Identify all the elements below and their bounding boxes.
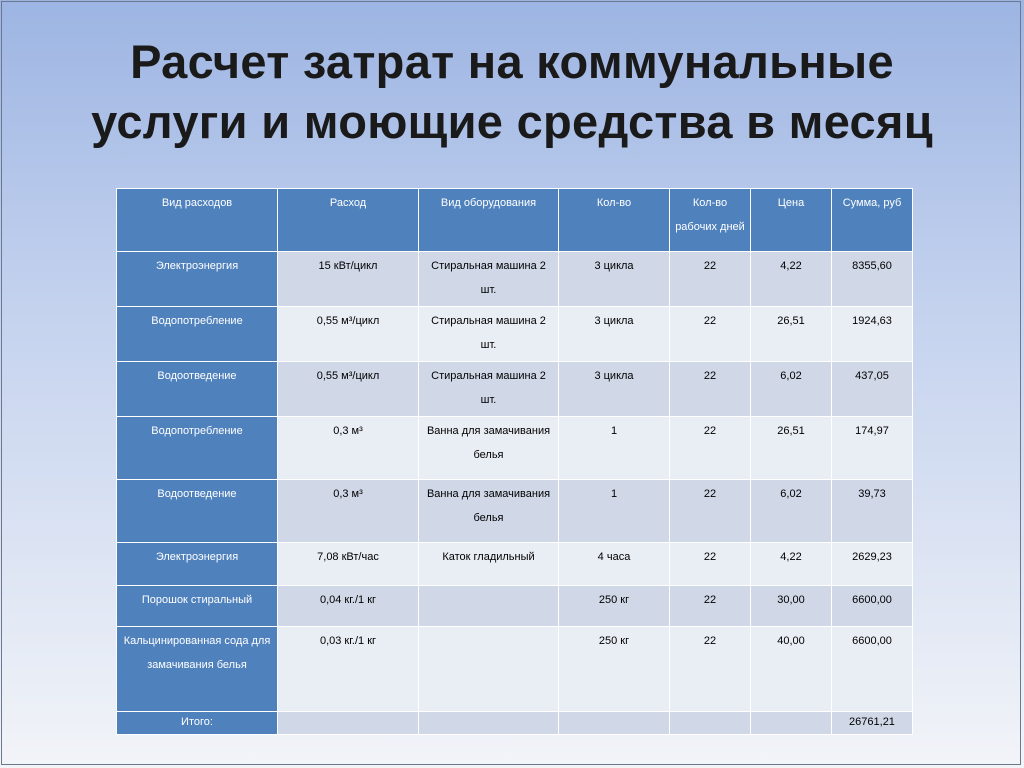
cell-equipment: Ванна для замачивания белья bbox=[419, 480, 559, 543]
cell-price: 26,51 bbox=[751, 307, 832, 362]
table-row bbox=[117, 627, 913, 712]
cell-consumption: 15 кВт/цикл bbox=[278, 252, 419, 307]
cell-consumption: 0,55 м³/цикл bbox=[278, 307, 419, 362]
cell-expense-type: Водопотребление bbox=[117, 307, 278, 362]
cell-quantity: 3 цикла bbox=[559, 307, 670, 362]
header-working-days: Кол-во рабочих дней bbox=[670, 189, 751, 252]
total-sum: 26761,21 bbox=[832, 712, 913, 735]
total-label: Итого: bbox=[117, 712, 278, 735]
cell-quantity: 3 цикла bbox=[559, 252, 670, 307]
cell-price: 6,02 bbox=[751, 480, 832, 543]
cell-sum: 39,73 bbox=[832, 480, 913, 543]
cell-sum: 1924,63 bbox=[832, 307, 913, 362]
cell-equipment: Стиральная машина 2 шт. bbox=[419, 252, 559, 307]
cell-empty bbox=[278, 712, 419, 735]
cell-working-days: 22 bbox=[670, 627, 751, 712]
cell-working-days: 22 bbox=[670, 586, 751, 627]
cell-empty bbox=[419, 712, 559, 735]
cell-expense-type: Электроэнергия bbox=[117, 543, 278, 586]
slide-title bbox=[0, 32, 1024, 152]
cell-consumption: 0,3 м³ bbox=[278, 480, 419, 543]
cell-equipment: Стиральная машина 2 шт. bbox=[419, 307, 559, 362]
cell-empty bbox=[559, 712, 670, 735]
cell-consumption: 0,3 м³ bbox=[278, 417, 419, 480]
table-row bbox=[117, 307, 913, 362]
cell-sum: 6600,00 bbox=[832, 627, 913, 712]
header-sum: Сумма, руб bbox=[832, 189, 913, 252]
header-expense-type: Вид расходов bbox=[117, 189, 278, 252]
cell-price: 26,51 bbox=[751, 417, 832, 480]
slide-title-line-2: услуги и моющие средства в месяц bbox=[91, 95, 933, 148]
costs-table bbox=[116, 188, 913, 735]
cell-equipment bbox=[419, 627, 559, 712]
cell-sum: 8355,60 bbox=[832, 252, 913, 307]
cell-consumption: 0,03 кг./1 кг bbox=[278, 627, 419, 712]
cell-working-days: 22 bbox=[670, 480, 751, 543]
cell-quantity: 3 цикла bbox=[559, 362, 670, 417]
cell-equipment: Ванна для замачивания белья bbox=[419, 417, 559, 480]
header-price: Цена bbox=[751, 189, 832, 252]
table-row bbox=[117, 362, 913, 417]
table-row bbox=[117, 417, 913, 480]
cell-sum: 174,97 bbox=[832, 417, 913, 480]
cell-equipment bbox=[419, 586, 559, 627]
cell-price: 4,22 bbox=[751, 252, 832, 307]
header-equipment: Вид оборудования bbox=[419, 189, 559, 252]
cell-expense-type: Водоотведение bbox=[117, 362, 278, 417]
table-row bbox=[117, 480, 913, 543]
cell-quantity: 4 часа bbox=[559, 543, 670, 586]
cell-consumption: 0,04 кг./1 кг bbox=[278, 586, 419, 627]
cell-empty bbox=[670, 712, 751, 735]
cell-empty bbox=[751, 712, 832, 735]
cell-price: 40,00 bbox=[751, 627, 832, 712]
table-row bbox=[117, 543, 913, 586]
cell-working-days: 22 bbox=[670, 543, 751, 586]
cell-price: 4,22 bbox=[751, 543, 832, 586]
table-total-row bbox=[117, 712, 913, 735]
header-consumption: Расход bbox=[278, 189, 419, 252]
cell-working-days: 22 bbox=[670, 417, 751, 480]
cell-sum: 2629,23 bbox=[832, 543, 913, 586]
table-row bbox=[117, 252, 913, 307]
cell-consumption: 0,55 м³/цикл bbox=[278, 362, 419, 417]
cell-working-days: 22 bbox=[670, 362, 751, 417]
cell-quantity: 250 кг bbox=[559, 627, 670, 712]
cell-equipment: Стиральная машина 2 шт. bbox=[419, 362, 559, 417]
cell-expense-type: Водопотребление bbox=[117, 417, 278, 480]
cell-price: 6,02 bbox=[751, 362, 832, 417]
cell-working-days: 22 bbox=[670, 307, 751, 362]
cell-equipment: Каток гладильный bbox=[419, 543, 559, 586]
cell-expense-type: Порошок стиральный bbox=[117, 586, 278, 627]
table-row bbox=[117, 586, 913, 627]
cell-consumption: 7,08 кВт/час bbox=[278, 543, 419, 586]
cell-quantity: 250 кг bbox=[559, 586, 670, 627]
table-header-row bbox=[117, 189, 913, 252]
cell-expense-type: Кальцинированная сода для замачивания белья bbox=[117, 627, 278, 712]
cell-expense-type: Электроэнергия bbox=[117, 252, 278, 307]
slide-title-line-1: Расчет затрат на коммунальные bbox=[130, 35, 894, 88]
cell-sum: 6600,00 bbox=[832, 586, 913, 627]
header-quantity: Кол-во bbox=[559, 189, 670, 252]
cell-price: 30,00 bbox=[751, 586, 832, 627]
cell-expense-type: Водоотведение bbox=[117, 480, 278, 543]
cell-sum: 437,05 bbox=[832, 362, 913, 417]
cell-quantity: 1 bbox=[559, 417, 670, 480]
cell-quantity: 1 bbox=[559, 480, 670, 543]
cell-working-days: 22 bbox=[670, 252, 751, 307]
